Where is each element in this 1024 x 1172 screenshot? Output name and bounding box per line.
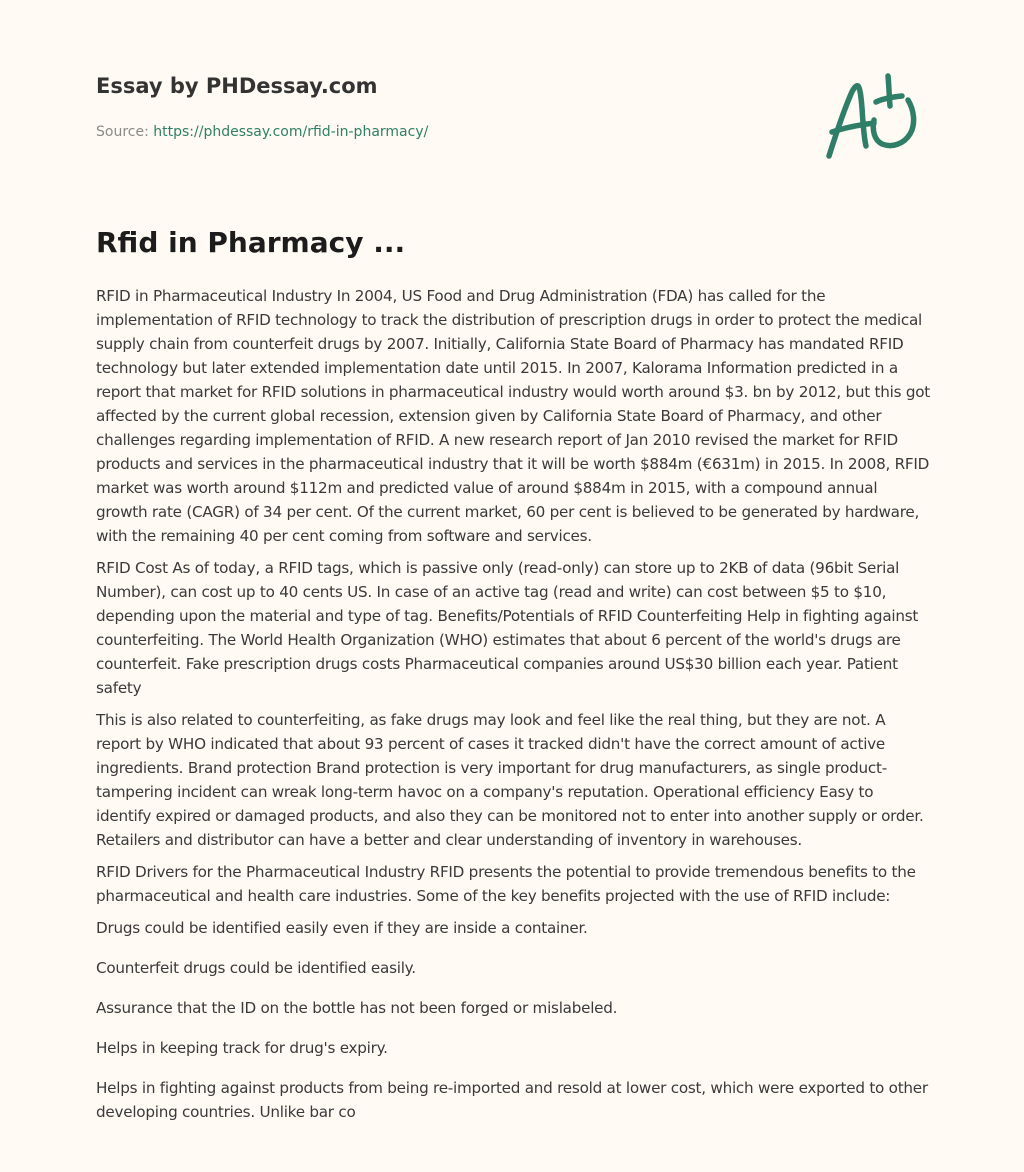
benefit-item: Helps in keeping track for drug's expiry. [96,1039,388,1057]
benefit-item: Helps in fighting against products from being re-imported and resold at lower cost, which were exported to other developing countries. Unlike bar co [96,1079,928,1121]
source-link[interactable]: https://phdessay.com/rfid-in-pharmacy/ [153,124,429,140]
benefit-item: Drugs could be identified easily even if they are inside a container. [96,919,588,937]
paragraph-market: RFID in Pharmaceutical Industry In 2004, US Food and Drug Administration (FDA) has called for the implementation of RFID technology to track the distribution of prescription drugs in order to protect the medical supply chain from counterfeit drugs by 2007. Initially, California State Board of Pharmacy has mandated RFID technology but later extended implementation date until 2015. In 2007, Kalorama Information predicted in a report that market for RFID solutions in pharmaceutical industry would worth around $3. bn by 2012, but this got affected by the current global recession, extension given by California State Board of Pharmacy, and other challenges regarding implementation of RFID. A new research report of Jan 2010 revised the market for RFID products and services in the pharmaceutical industry that it will be worth $884m (€631m) in 2015. In 2008, RFID market was worth around $112m and predicted value of around $884m in 2015, with a compound annual growth rate (CAGR) of 34 per cent. Of the current market, 60 per cent is believed to be generated by hardware, with the remaining 40 per cent coming from software and services. [96,287,930,545]
benefit-item: Counterfeit drugs could be identified easily. [96,959,416,977]
a-plus-grade-icon [822,68,928,164]
source-line [96,124,428,140]
paragraph-drivers: RFID Drivers for the Pharmaceutical Industry RFID presents the potential to provide tremendous benefits to the pharmaceutical and health care industries. Some of the key benefits projected with the use of RFID include: [96,863,916,905]
source-label: Source: [96,124,154,140]
paragraph-counterfeiting: This is also related to counterfeiting, as fake drugs may look and feel like the real thing, but they are not. A report by WHO indicated that about 93 percent of cases it tracked didn't have the correct amount of active ingredients. Brand protection Brand protection is very important for drug manufacturers, as single product-tampering incident can wreak long-term havoc on a company's reputation. Operational efficiency Easy to identify expired or damaged products, and also they can be monitored not to enter into another supply or order. Retailers and distributor can have a better and clear understanding of inventory in warehouses. [96,711,924,849]
site-brand: Essay by PHDessay.com [96,74,378,98]
essay-header [96,74,936,140]
article-title: Rfid in Pharmacy ... [96,226,406,259]
paragraph-cost: RFID Cost As of today, a RFID tags, which is passive only (read-only) can store up to 2KB of data (96bit Serial Number), can cost up to 40 cents US. In case of an active tag (read and write) can cost between $5 to $10, depending upon the material and type of tag. Benefits/Potentials of RFID Counterfeiting Help in fighting against counterfeiting. The World Health Organization (WHO) estimates that about 6 percent of the world's drugs are counterfeit. Fake prescription drugs costs Pharmaceutical companies around US$30 billion each year. Patient safety [96,559,919,697]
benefit-item: Assurance that the ID on the bottle has not been forged or mislabeled. [96,999,618,1017]
article-body [96,284,932,1132]
